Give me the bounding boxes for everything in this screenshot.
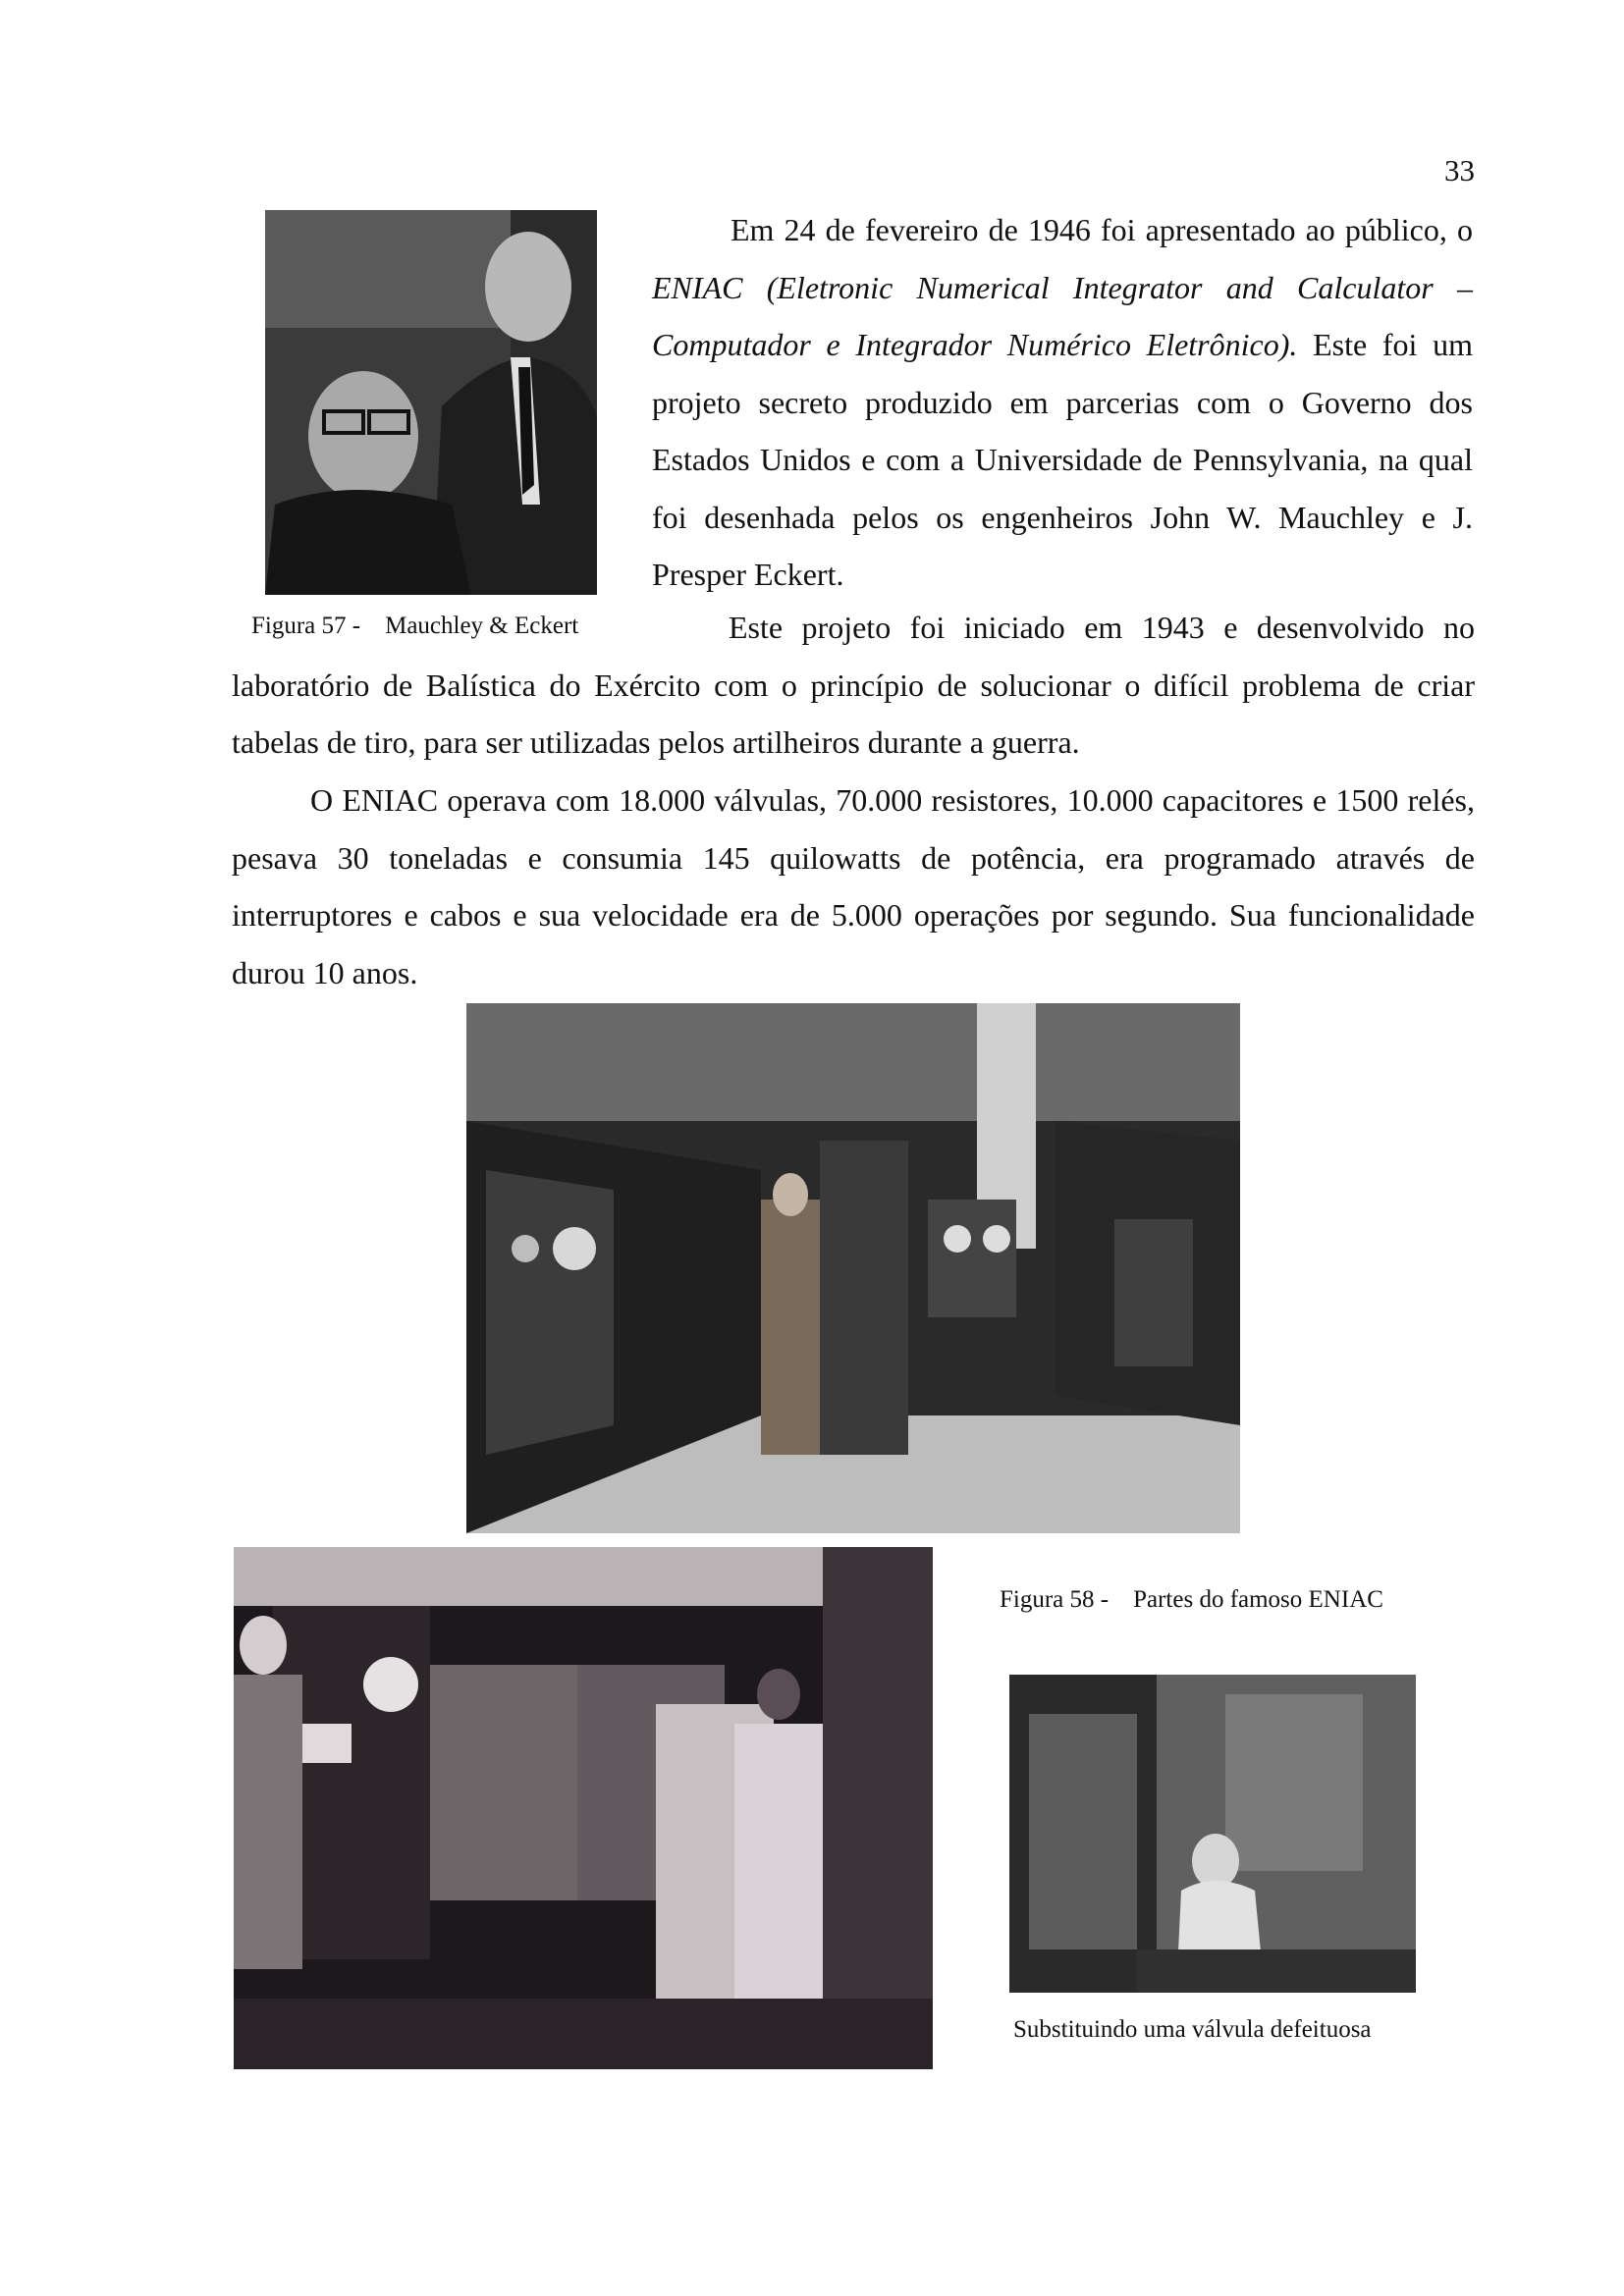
valve-replacement-photo (1009, 1675, 1416, 1993)
intro-italic: ENIAC (Eletronic Numerical Integrator and Calculator – Computador e Integrador Numérico Eletrônico). (652, 269, 1473, 362)
figure-57-caption: Figura 57 - Mauchley & Eckert (251, 613, 579, 639)
paragraph-specs: O ENIAC operava com 18.000 válvulas, 70.000 resistores, 10.000 capacitores e 1500 relés, pesava 30 toneladas e consumia 145 quilowatts de potência, era programado através de interruptores e cabos e sua velocidade era de 5.000 operações por segundo. Sua funcionalidade durou 10 anos. (232, 782, 1475, 990)
mauchley-eckert-photo (265, 210, 597, 595)
paragraph-history: Este projeto foi iniciado em 1943 e desenvolvido no laboratório de Balística do Exército com o princípio de solucionar o difícil problema de criar tabelas de tiro, para ser utilizadas pelos artilheiros durante a guerra. (232, 610, 1475, 760)
eniac-operators-photo (234, 1547, 933, 2069)
intro-paragraph (652, 201, 1473, 604)
intro-lead: Em 24 de fevereiro de 1946 foi apresentado ao público, o (731, 212, 1473, 247)
valve-caption: Substituindo uma válvula defeituosa (1013, 2016, 1372, 2043)
intro-rest: Este foi um projeto secreto produzido em parcerias com o Governo dos Estados Unidos e com a Universidade de Pennsylvania, na qual foi desenhada pelos os engenheiros John W. Mauchley e J. Presper Eckert. (652, 327, 1474, 592)
page-number: 33 (1444, 153, 1475, 187)
figure-58-caption: Figura 58 - Partes do famoso ENIAC (1000, 1586, 1383, 1613)
eniac-room-photo (466, 1003, 1240, 1533)
